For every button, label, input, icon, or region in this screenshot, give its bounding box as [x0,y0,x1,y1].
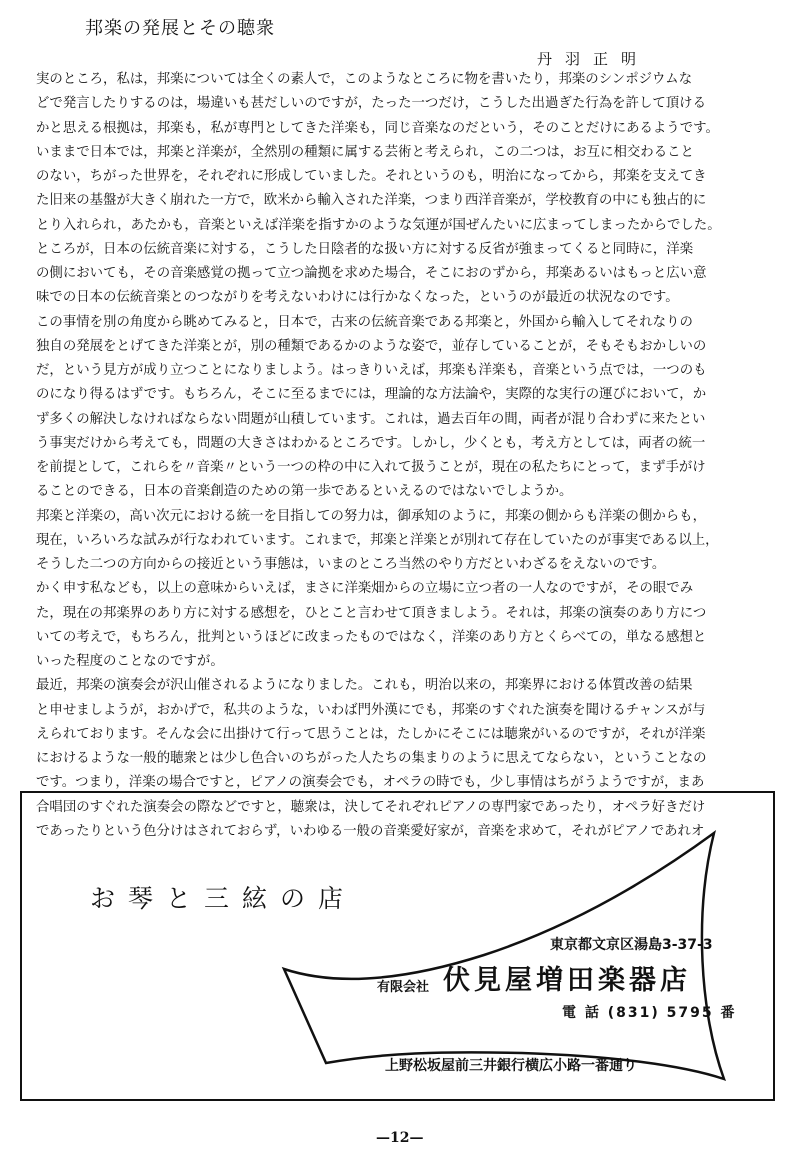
body-line: におけるような一般的聴衆とは少し色合いのちがった人たちの集まりのように思えてならない，ということなの [36,751,707,766]
body-line: 最近，邦楽の演奏会が沢山催されるようになりました。これも，明治以来の，邦楽界における体質改善の結果 [36,678,693,694]
body-line: えられております。そんな会に出掛けて行って思うことは，たしかにそこには聴衆がいるのですが，それが洋楽 [36,726,706,742]
body-line: のになり得るはずです。もちろん，そこに至るまでには，理論的な方法論や，実際的な実行の運びにおいて，か [36,387,707,403]
body-line: う事実だけから考えても，問題の大きさはわかるところです。しかし，少くとも，考え方としては，両者の統一 [36,435,706,451]
body-line: 邦楽と洋楽の，高い次元における統一を目指しての努力は，御承知のように，邦楽の側からも洋楽の側からも， [36,508,706,524]
body-line: ず多くの解決しなければならない問題が山積しています。これは，過去百年の間，両者が混り合わずに来たとい [36,411,706,427]
body-line: た，現在の邦楽界のあり方に対する感想を，ひとこと言わせて頂きましよう。それは，邦楽の演奏のあり方につ [36,605,707,621]
body-line: だ，という見方が成り立つことになりましよう。はっきりいえば，邦楽も洋楽も，音楽という点では，一つのも [36,363,707,378]
body-line: 独自の発展をとげてきた洋楽とが，別の種類であるかのような姿で，並存していることが，そもそもおかしいの [36,338,707,354]
body-line: この事情を別の角度から眺めてみると，日本で，古来の伝統音楽である邦楽と，外国から輸入してそれなりの [36,314,693,330]
body-line: の側においても，その音楽感覚の拠って立つ論拠を求めた場合，そこにおのずから，邦楽あるいはもっと広い意 [36,266,707,281]
body-line: 合唱団のすぐれた演奏会の際などですと，聴衆は，決してそれぞれピアノの専門家であったり，オペラ好きだけ [36,799,706,815]
body-line: そうした二つの方向からの接近という事態は，いまのところ当然のやり方だといわざるをえないのです。 [36,557,666,572]
body-line: を前提として，これらを〃音楽〃という一つの枠の中に入れて扱うことが，現在の私たちにとって，まず手がけ [36,460,706,475]
ad-location: 上野松坂屋前三井銀行横広小路一番通り [385,1058,637,1074]
advertisement-box [20,791,775,1101]
ad-address: 東京都文京区湯島3-37-3 [550,937,713,953]
body-line: ることのできる，日本の音楽創造のための第一歩であるといえるのではないでしようか。 [36,484,573,500]
body-line: どで発言したりするのは，場違いも甚だしいのですが，たった一つだけ，こうした出過ぎた行為を許して頂ける [36,96,706,112]
ad-company-type: 有限会社 [377,980,430,995]
body-line: とり入れられ，あたかも，音楽といえば洋楽を指すかのような気運が国ぜんたいに広まってしまったからでした。 [36,217,721,233]
ad-phone: 電 話 (831) 5795 番 [562,1005,737,1021]
article-body [36,68,776,844]
article-title: 邦楽の発展とその聴衆 [85,18,275,39]
body-line: ところが，日本の伝統音楽に対する，こうした日陰者的な扱い方に対する反省が強まってくると同時に，洋楽 [36,241,694,257]
body-line: のない，ちがった世界を，それぞれに形成していました。それというのも，明治になってから，邦楽を支えてき [36,169,707,184]
body-line: いての考えで，もちろん，批判というほどに改まったものではなく，洋楽のあり方とくらべての，単なる感想と [36,629,707,645]
ad-company-name: 伏見屋増田楽器店 [443,965,691,996]
body-line: いった程度のことなのですが。 [36,654,224,669]
body-line: た旧来の基盤が大きく崩れた一方で，欧米から輸入された洋楽，つまり西洋音楽が，学校教育の中にも独占的に [36,193,707,209]
body-line: かと思える根拠は，邦楽も，私が専門としてきた洋楽も，同じ音楽なのだという，そのことだけにあるようです。 [36,120,719,136]
author-name: 丹羽正明 [537,50,650,68]
body-line: かく申す私なども，以上の意味からいえば，まさに洋楽畑からの立場に立つ者の一人なのですが，その眼でみ [36,581,694,597]
body-line: 実のところ，私は，邦楽については全くの素人で，このようなところに物を書いたり，邦楽のシンポジウムな [36,72,693,87]
body-line: いままで日本では，邦楽と洋楽が，全然別の種類に属する芸術と考えられ，この二つは，お互に相交わること [36,144,694,160]
page-number: —12— [376,1130,424,1146]
body-line: と申せましようが，おかげで，私共のような，いわば門外漢にでも，邦楽のすぐれた演奏を聞けるチャンスが与 [36,702,706,718]
body-line: です。つまり，洋楽の場合ですと，ピアノの演奏会でも，オペラの時でも，少し事情はちがうようですが，まあ [36,775,705,791]
body-line: であったりという色分けはされておらず，いわゆる一般の音楽愛好家が，音楽を求めて，それがピアノであれオ [36,823,705,839]
body-line: 味での日本の伝統音楽とのつながりを考えないわけには行かなくなった，というのが最近の状況なのです。 [36,290,679,306]
ad-tagline: お琴と三絃の店 [90,884,357,913]
body-line: 現在，いろいろな試みが行なわれています。これまで，邦楽と洋楽とが別れて存在していたのが事実である以上， [36,532,719,548]
